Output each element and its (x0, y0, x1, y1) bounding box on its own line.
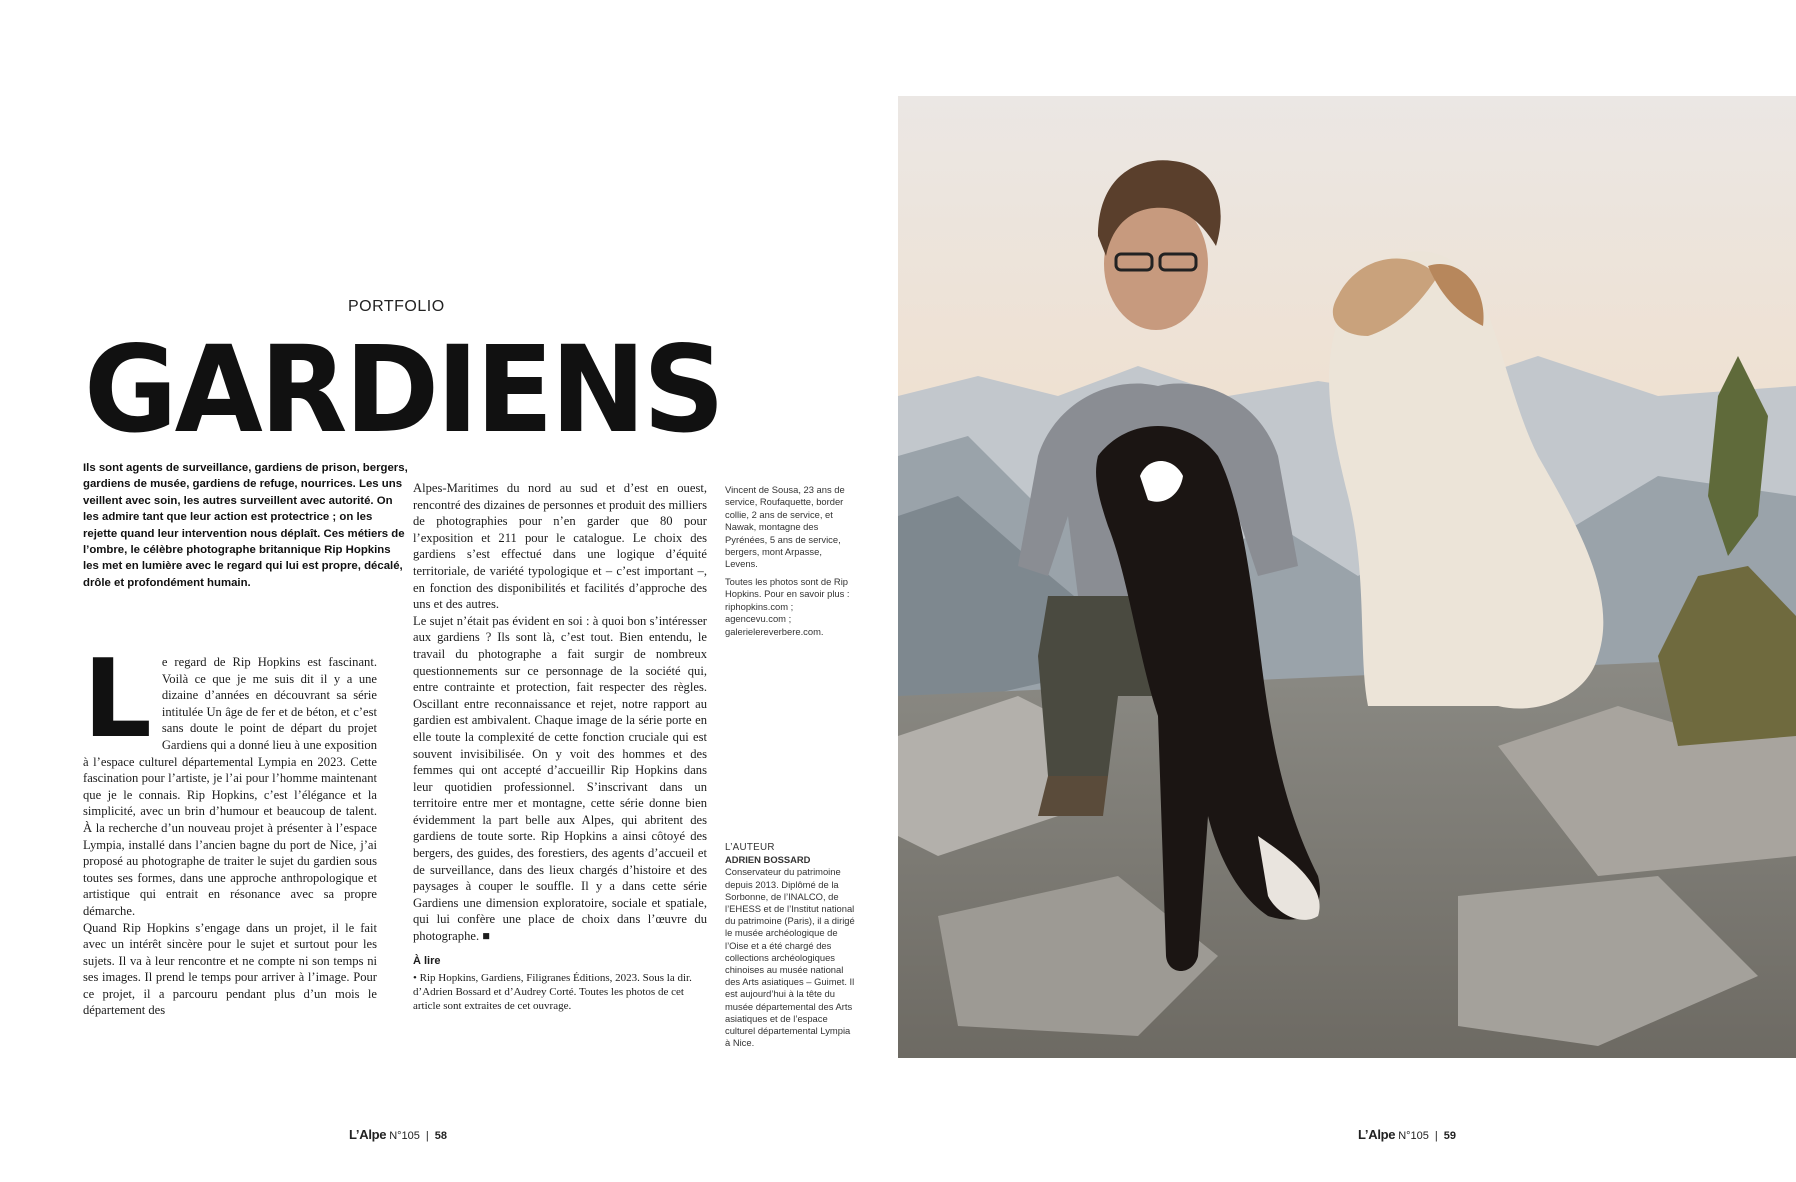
author-heading: L’AUTEUR (725, 842, 775, 853)
footer-left (349, 1127, 447, 1142)
body-paragraph: Quand Rip Hopkins s’engage dans un projet, il le fait avec un intérêt sincère pour le sujet et surtout pour les sujets. Il va à leur rencontre et ne compte ni son temps ni ses images. Il prend le temps pour arriver à l’image. Pour ce projet, il a parcouru pendant plus d’un mois le département des (83, 920, 377, 1018)
photo-caption: Vincent de Sousa, 23 ans de service, Roufaquette, border collie, 2 ans de service, et Nawak, montagne des Pyrénées, 5 ans de service, bergers, mont Arpasse, Levens. (725, 484, 845, 570)
issue-number: N°105 (1398, 1130, 1429, 1142)
body-paragraph: Le sujet n’était pas évident en soi : à quoi bon s’intéresser aux gardiens ? Ils sont là, c’est tout. Bien entendu, le travail du photographe a fait surgir de nombreux questionnements sur ce personnage de la société qui, entre contrainte et protection, fait respecter des règles. Oscillant entre reconnaissance et rejet, notre rapport au gardien est ambivalent. Chaque image de la série porte en elle toute la complexité de cette fonction cruciale qui est souvent invisibilisée. On y voit des hommes et des femmes qui ont accepté d’accueillir Rip Hopkins dans leur quotidien professionnel. S’inscrivant dans un territoire entre mer et montagne, cette série donne bien évidemment la part belle aux Alpes, qui abritent des gardiens de toute sorte. Rip Hopkins a ainsi côtoyé des bergers, des guides, des forestiers, des agents d’accueil et de surveillance, dans des lieux chargés d’histoire et des paysages à couper le souffle. Il y a dans cette série Gardiens une dimension exploratoire, sociale et spatiale, qui lui confère une place de choix dans l’œuvre du photographe. ■ (413, 613, 707, 944)
footer-right (1358, 1127, 1456, 1142)
author-name: ADRIEN BOSSARD (725, 854, 811, 866)
drop-cap: L (83, 637, 152, 762)
text-column-2 (413, 480, 707, 1013)
issue-number: N°105 (389, 1130, 420, 1142)
body-paragraph: e regard de Rip Hopkins est fascinant. Voilà ce que je me suis dit il y a une dizaine d’années en découvrant sa série intitulée Un âge de fer et de béton, et c’est sans doute le point de départ du projet Gardiens qui a donné lieu à une exposition à l’espace culturel départemental Lympia en 2023. Cette fascination pour l’artiste, je l’ai pour l’homme maintenant que je le connais. Rip Hopkins, c’est l’élégance et la simplicité, avec un brin d’humour et beaucoup de talent. À la recherche d’un nouveau projet à présenter à l’espace Lympia, installé dans l’ancien bagne du port de Nice, j’ai proposé au photographe de traiter le sujet du gardien sous toutes ses formes, dans une approche anthropologique et artistique qui entrait en résonance avec sa propre démarche. (83, 655, 377, 918)
text-column-1 (83, 637, 377, 1019)
author-bio: Conservateur du patrimoine depuis 2013. Diplômé de la Sorbonne, de l’INALCO, de l’EHESS et de l’Institut national du patrimoine (Paris), il a dirigé le musée archéologique de l’Oise et a été chargé des collections archéologiques chinoises au musée national des Arts asiatiques – Guimet. Il est aujourd’hui à la tête du musée départemental des Arts asiatiques et de l’espace culturel départemental Lympia à Nice. (725, 866, 855, 1049)
section-kicker: PORTFOLIO (348, 298, 445, 315)
page-number: 58 (434, 1130, 448, 1142)
photo-credits: Toutes les photos sont de Rip Hopkins. Pour en savoir plus : riphopkins.com ; agencevu.com ; galerielereverbere.com. (725, 576, 850, 637)
portrait-photo (898, 96, 1796, 1058)
reading-reference: • Rip Hopkins, Gardiens, Filigranes Éditions, 2023. Sous la dir. d’Adrien Bossard et d’Audrey Corté. Toutes les photos de cet article sont extraites de cet ouvrage. (413, 972, 692, 1013)
author-box (725, 842, 857, 1049)
footer-separator: | (425, 1130, 429, 1142)
footer-separator: | (1434, 1130, 1438, 1142)
article-title: GARDIENS (84, 319, 723, 460)
magazine-logo: L’Alpe (1358, 1127, 1396, 1142)
page-number: 59 (1443, 1130, 1457, 1142)
article-lead: Ils sont agents de surveillance, gardiens de prison, bergers, gardiens de musée, gardiens de refuge, nourrices. Les uns veillent avec soin, les autres surveillent avec autorité. On les admire tant que leur action est protectrice ; on les rejette quand leur intervention nous déplaît. Ces métiers de l’ombre, le célèbre photographe britannique Rip Hopkins les met en lumière avec le regard qui lui est propre, décalé, drôle et profondément humain. (83, 462, 408, 589)
body-paragraph: Alpes-Maritimes du nord au sud et d’est en ouest, rencontré des dizaines de personnes et produit des milliers de photographies pour n’en garder que 80 pour l’exposition et 211 pour le catalogue. Le choix des gardiens s’est effectué dans une logique d’équité territoriale, de variété typologique et – c’est important –, en fonction des disponibilités et facilités d’approche des uns et des autres. (413, 481, 707, 612)
reading-heading: À lire (413, 954, 441, 967)
photo-illustration (898, 96, 1796, 1058)
magazine-logo: L’Alpe (349, 1127, 387, 1142)
